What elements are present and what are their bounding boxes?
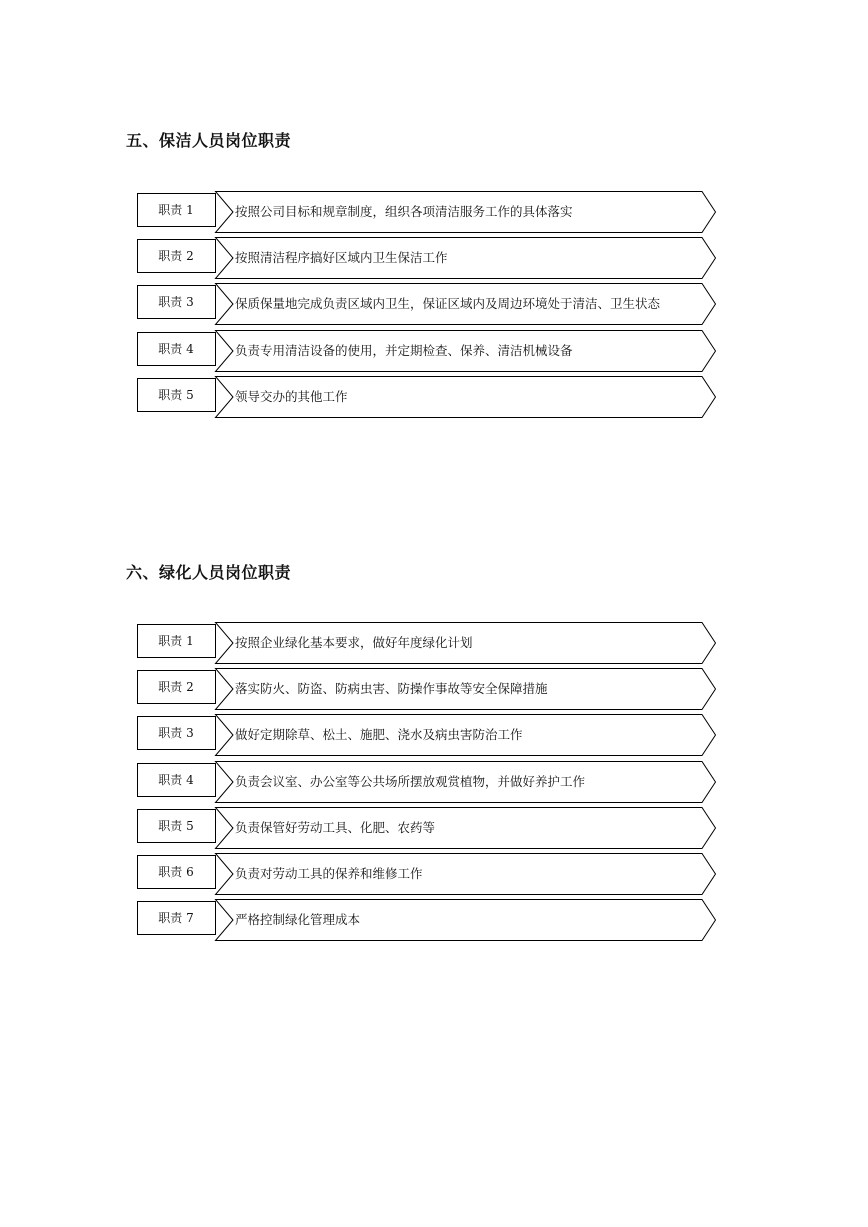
duty-row: [137, 899, 717, 941]
duty-label: 职责 5: [158, 388, 194, 402]
duty-text: 按照企业绿化基本要求，做好年度绿化计划: [235, 635, 473, 650]
duty-text: 按照公司目标和规章制度，组织各项清洁服务工作的具体落实: [235, 204, 573, 219]
duty-shape: [137, 899, 717, 941]
duty-label: 职责 2: [158, 680, 194, 694]
duty-label: 职责 1: [158, 634, 194, 648]
duty-label: 职责 4: [158, 773, 194, 787]
duty-label: 职责 4: [158, 342, 194, 356]
section-title: 五、保洁人员岗位职责: [126, 131, 292, 150]
duty-row: [137, 853, 717, 895]
duty-row: [137, 330, 717, 372]
duty-text: 按照清洁程序搞好区域内卫生保洁工作: [235, 250, 448, 265]
duty-label: 职责 6: [158, 865, 194, 879]
duty-label: 职责 7: [158, 911, 194, 925]
duty-row: [137, 761, 717, 803]
duty-row: [137, 622, 717, 664]
section-title: 六、绿化人员岗位职责: [126, 563, 292, 582]
duty-text: 领导交办的其他工作: [235, 389, 348, 404]
duty-text: 做好定期除草、松土、施肥、浇水及病虫害防治工作: [235, 727, 523, 742]
duty-text: 落实防火、防盗、防病虫害、防操作事故等安全保障措施: [235, 681, 548, 696]
duty-row: [137, 714, 717, 756]
duty-text: 严格控制绿化管理成本: [235, 912, 361, 927]
duty-row: [137, 191, 717, 233]
duty-row: [137, 283, 717, 325]
duty-shape: [137, 853, 717, 895]
duty-label: 职责 2: [158, 249, 194, 263]
duty-label: 职责 5: [158, 819, 194, 833]
duty-text: 负责对劳动工具的保养和维修工作: [235, 866, 423, 881]
duty-label: 职责 3: [158, 726, 194, 740]
duty-row: [137, 668, 717, 710]
duty-shape: [137, 376, 717, 418]
duty-row: [137, 237, 717, 279]
duty-text: 负责保管好劳动工具、化肥、农药等: [235, 820, 436, 835]
duty-text: 保质保量地完成负责区域内卫生，保证区域内及周边环境处于清洁、卫生状态: [235, 296, 661, 311]
duty-label: 职责 3: [158, 295, 194, 309]
duty-label: 职责 1: [158, 203, 194, 217]
duty-row: [137, 376, 717, 418]
duty-row: [137, 807, 717, 849]
duty-text: 负责专用清洁设备的使用，并定期检查、保养、清洁机械设备: [235, 343, 573, 358]
duty-text: 负责会议室、办公室等公共场所摆放观赏植物，并做好养护工作: [235, 774, 586, 789]
